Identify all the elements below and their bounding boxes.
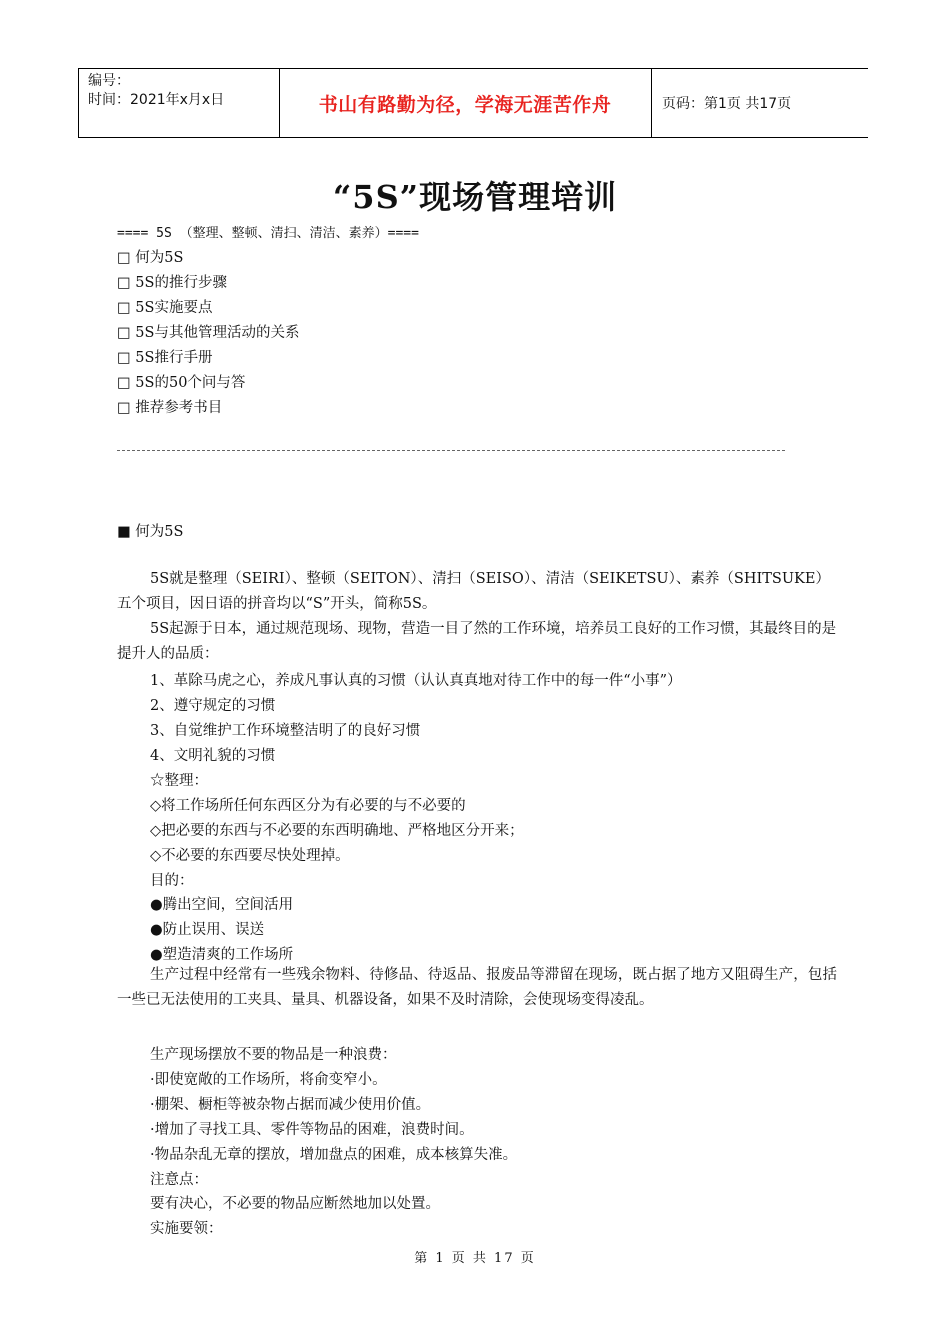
header-meta [88,72,224,110]
purpose-item: ●腾出空间，空间活用 [150,897,294,913]
toc-item: □ 5S的推行步骤 [117,275,227,291]
zhengli-item: ◇不必要的东西要尽快处理掉。 [150,848,350,864]
header-divider [78,69,79,137]
toc-header: ==== 5S （整理、整顿、清扫、清洁、素养）==== [117,226,419,241]
toc-item: □ 何为5S [117,250,184,266]
goal-item: 1、革除马虎之心，养成凡事认真的习惯（认认真真地对待工作中的每一件“小事”） [150,673,682,689]
implement-label: 实施要领： [150,1221,223,1237]
origin-paragraph: 5S起源于日本，通过规范现场、现物，营造一目了然的工作环境，培养员工良好的工作习惯，其最终目的是提升人的品质： [117,621,837,662]
notes-label: 注意点： [150,1172,208,1188]
waste-item: ·增加了寻找工具、零件等物品的困难，浪费时间。 [150,1122,474,1138]
document-title: “5S”现场管理培训 [332,178,618,216]
toc-item: □ 5S推行手册 [117,350,213,366]
section-heading: ■ 何为5S [117,524,184,540]
header-motto: 书山有路勤为径，学海无涯苦作舟 [318,93,612,116]
purpose-item: ●塑造清爽的工作场所 [150,947,294,963]
purpose-item: ●防止误用、误送 [150,922,265,938]
goal-item: 3、自觉维护工作环境整洁明了的良好习惯 [150,723,421,739]
production-paragraph: 生产过程中经常有一些残余物料、待修品、待返品、报废品等滞留在现场，既占据了地方又阻碍生产，包括一些已无法使用的工夹具、量具、机器设备，如果不及时清除，会使现场变得凌乱。 [117,967,837,1008]
zhengli-label: ☆整理： [150,773,208,789]
waste-item: ·棚架、橱柜等被杂物占据而减少使用价值。 [150,1097,431,1113]
goal-item: 2、遵守规定的习惯 [150,698,276,714]
page-header [78,68,868,138]
toc-item: □ 5S实施要点 [117,300,213,316]
notes-text: 要有决心，不必要的物品应断然地加以处置。 [150,1196,440,1212]
purpose-label: 目的： [150,873,194,889]
intro-paragraph: 5S就是整理（SEIRI）、整顿（SEITON）、清扫（SEISO）、清洁（SEIKETSU）、素养（SHITSUKE）五个项目，因日语的拼音均以“S”开头，简称5S。 [117,571,830,612]
zhengli-item: ◇将工作场所任何东西区分为有必要的与不必要的 [150,798,466,814]
toc-item: □ 推荐参考书目 [117,400,223,416]
header-divider [651,69,652,137]
page-footer: 第 1 页 共 17 页 [414,1251,536,1266]
waste-item: ·物品杂乱无章的摆放，增加盘点的困难，成本核算失准。 [150,1147,518,1163]
toc-item: □ 5S的50个问与答 [117,375,246,391]
goal-item: 4、文明礼貌的习惯 [150,748,276,764]
document-date: 时间：2021年x月x日 [88,92,225,108]
header-page-info: 页码：第1页 共17页 [662,96,792,112]
waste-label: 生产现场摆放不要的物品是一种浪费： [150,1047,397,1063]
toc-item: □ 5S与其他管理活动的关系 [117,325,300,341]
section-separator [117,450,785,451]
zhengli-item: ◇把必要的东西与不必要的东西明确地、严格地区分开来； [150,823,524,839]
document-number-label: 编号： [88,73,130,89]
waste-item: ·即使宽敞的工作场所，将俞变窄小。 [150,1072,387,1088]
